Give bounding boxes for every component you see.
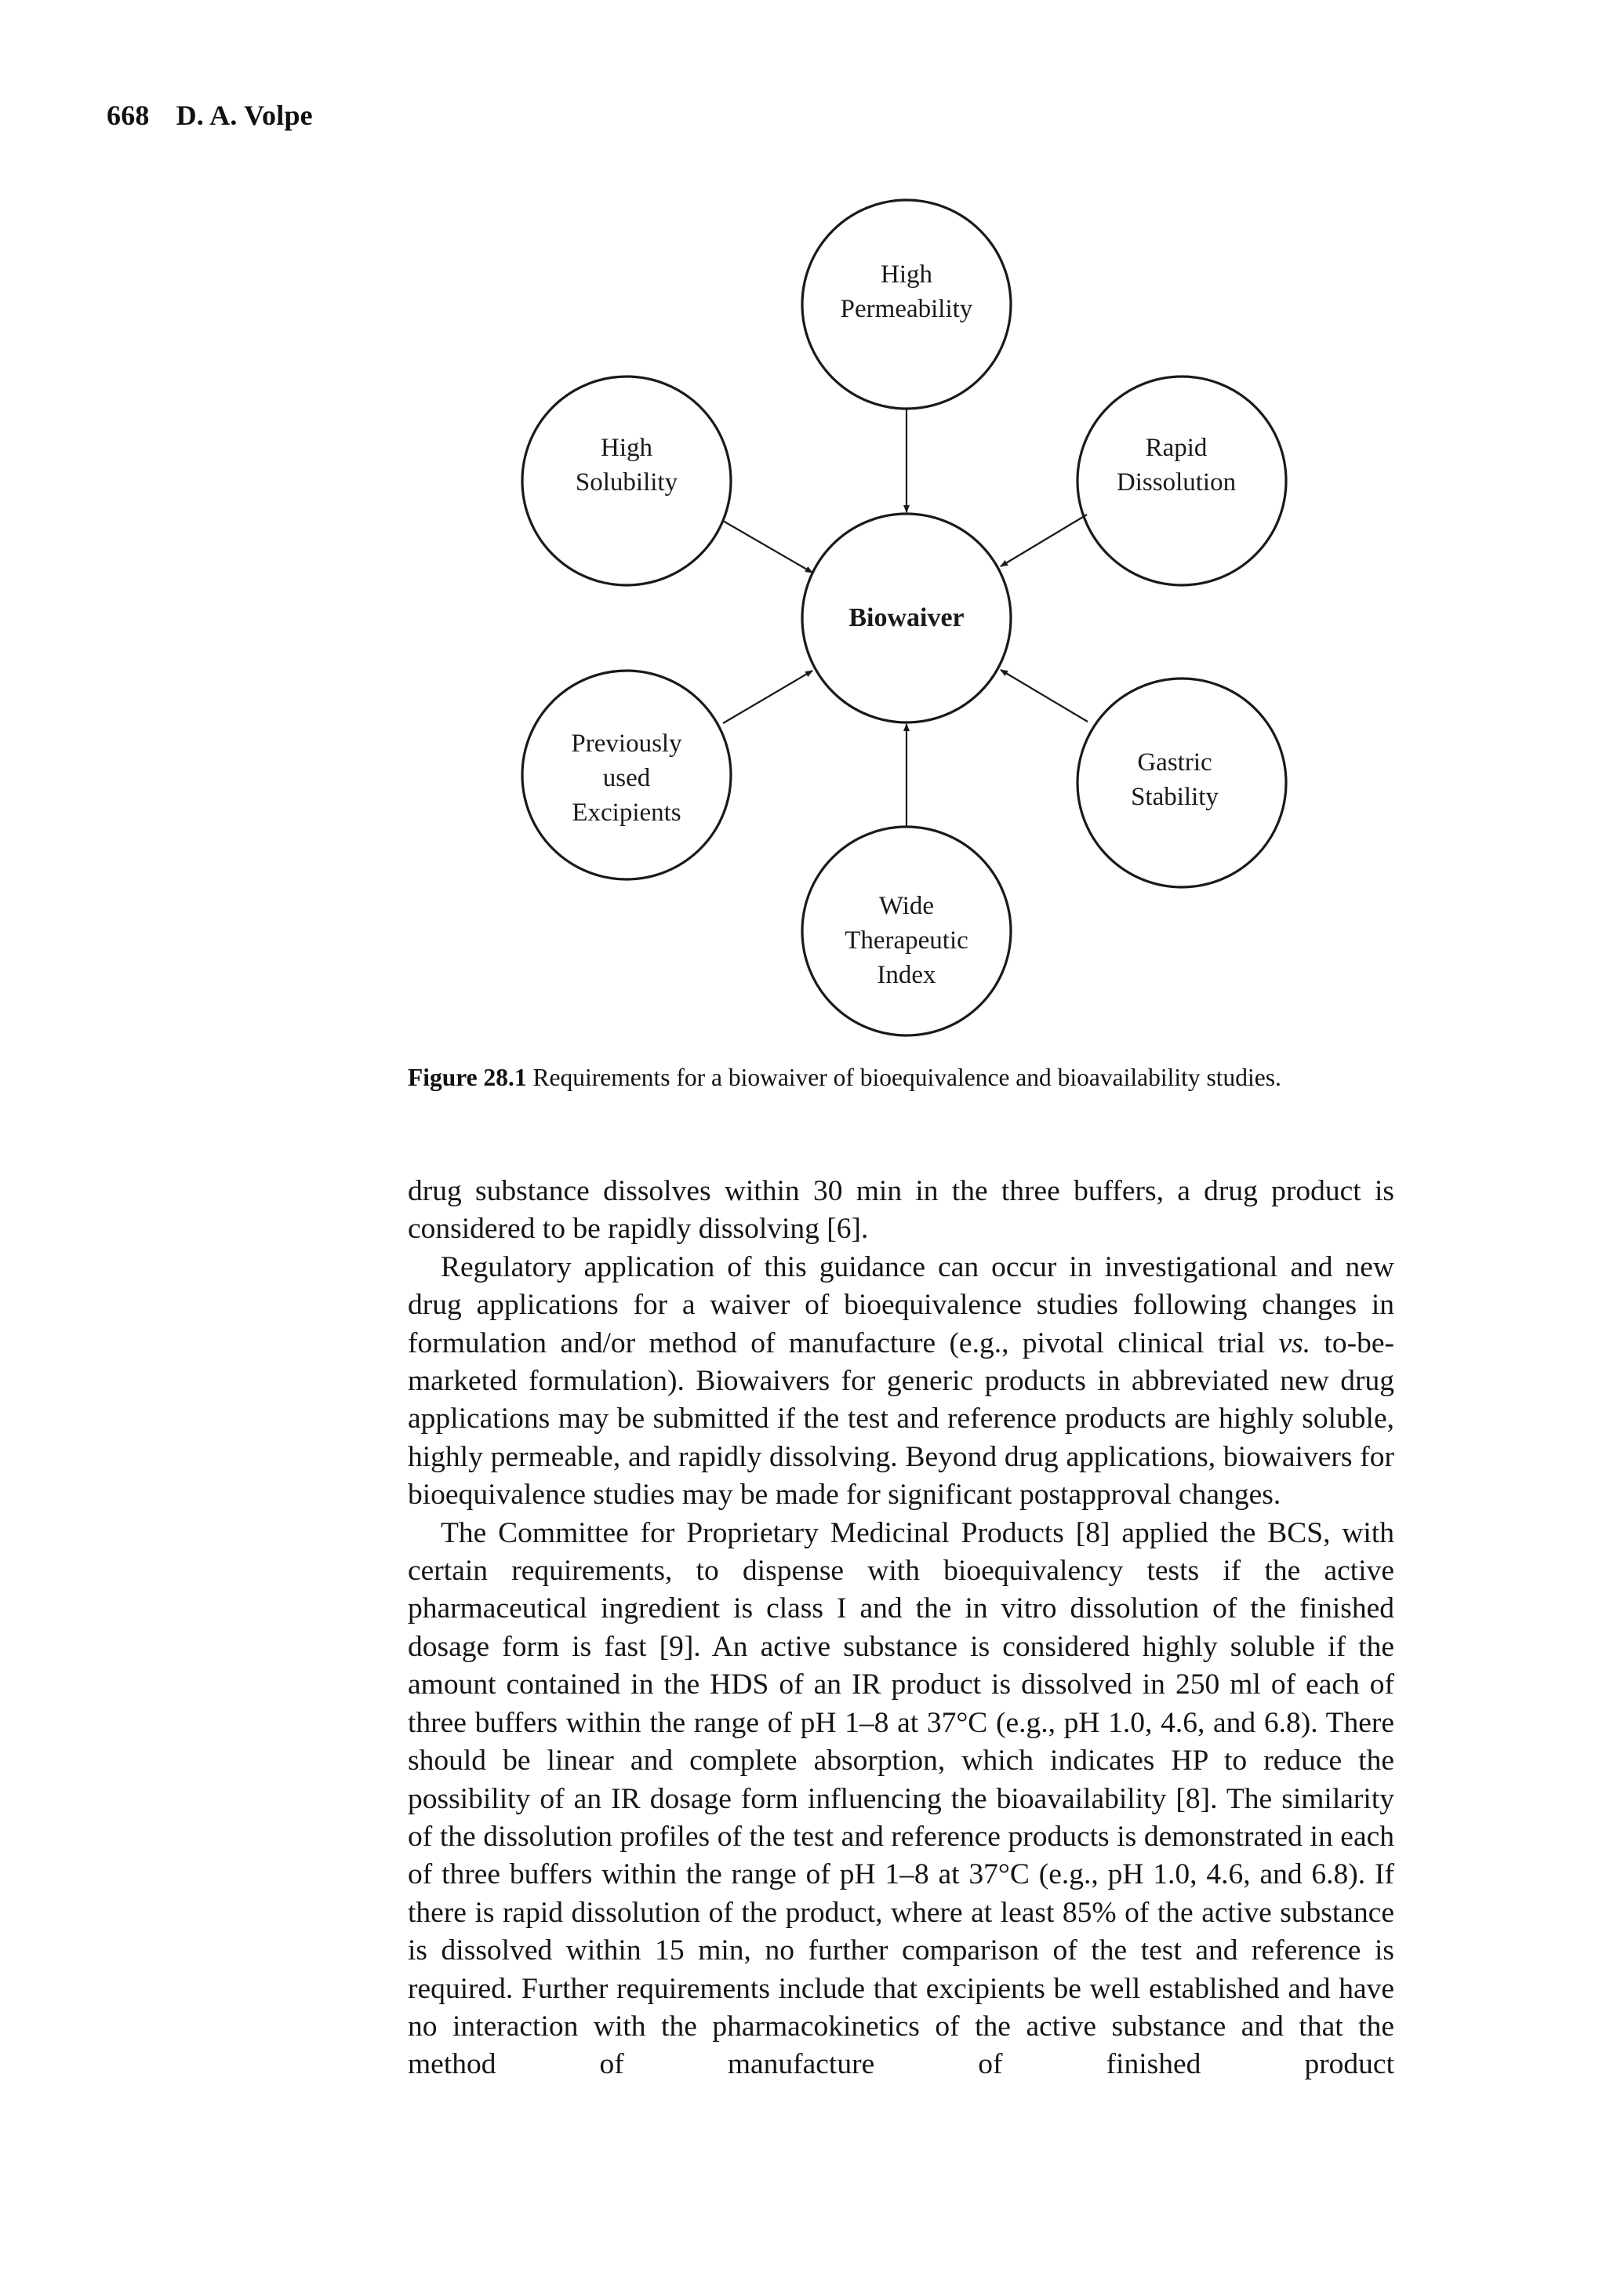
arrow-lower-right (1001, 670, 1088, 722)
node-line: Previously (571, 730, 682, 758)
node-line: Therapeutic (845, 926, 968, 955)
paragraph: The Committee for Proprietary Medicinal Products [8] applied the BCS, with certain requirements, to dispense with bioequivalency tests if the active pharmaceutical ingredient is class I and the in vitro dissolution of the finished dosage form is fast [9]. An active substance is considered highly soluble if the amount contained in the HDS of an IR product is dissolved in 250 ml of each of three buffers within the range of pH 1–8 at 37°C (e.g., pH 1.0, 4.6, and 6.8). There should be linear and complete absorption, which indicates HP to reduce the possibility of an IR dosage form influencing the bioavailability [8]. The similarity of the dissolution profiles of the test and reference products is demonstrated in each of three buffers within the range of pH 1–8 at 37°C (e.g., pH 1.0, 4.6, and 6.8). If there is rapid dissolution of the product, where at least 85% of the active substance is dissolved within 15 min, no further comparison of the test and reference is required. Further requirements include that excipients be well established and have no interaction with the pharmacokinetics of the active substance and that the method of manufacture of finished product (408, 1516, 1394, 2081)
arrow-upper-left (723, 521, 812, 573)
paragraph-text: Regulatory application of this guidance can occur in investigational and new drug applications for a waiver of bioequivalence studies following changes in formulation and/or method of manufacture (e.g., pivotal clinical trial (408, 1250, 1394, 1359)
figure-caption (408, 1063, 1394, 1093)
node-line: used (602, 764, 651, 792)
node-previously-used-excipients (525, 726, 729, 830)
running-head (107, 99, 313, 132)
node-gastric-stability (1073, 745, 1277, 814)
node-line: Rapid (1145, 434, 1208, 462)
node-line: Index (877, 961, 936, 989)
arrow-lower-left (723, 671, 812, 723)
author-name: D. A. Volpe (176, 100, 313, 131)
arrow-upper-right (1001, 515, 1087, 566)
node-high-permeability (805, 257, 1008, 326)
node-line: Wide (878, 892, 935, 920)
node-center-biowaiver: Biowaiver (848, 603, 965, 632)
paragraph: drug substance dissolves within 30 min in the three buffers, a drug product is considered to be rapidly dissolving [6]. (408, 1175, 1394, 1246)
node-line: Solubility (575, 468, 678, 497)
node-line: Permeability (840, 295, 973, 323)
italic-text: vs. (1278, 1326, 1311, 1359)
node-line: High (601, 434, 652, 462)
caption-label: Figure 28.1 (408, 1064, 527, 1091)
node-rapid-dissolution (1074, 431, 1278, 500)
node-wide-therapeutic-index (805, 889, 1008, 992)
node-high-solubility (525, 431, 729, 500)
node-line: Dissolution (1116, 468, 1237, 497)
paragraph (408, 1249, 1394, 1515)
node-line: Stability (1131, 783, 1219, 811)
paragraph-text: to-be-marketed formulation). Biowaivers for generic products in abbreviated new drug applications may be submitted if the test and reference products are highly soluble, highly permeable, and rapidly dissolving. Beyond drug applications, biowaivers for bioequivalence studies may be made for significant postapproval changes. (408, 1326, 1394, 1512)
biowaiver-diagram (471, 188, 1349, 1051)
node-line: Excipients (572, 799, 681, 827)
node-line: Gastric (1137, 748, 1212, 777)
body-text (408, 1173, 1394, 2084)
node-line: High (881, 260, 932, 289)
page-number: 668 (107, 100, 150, 131)
caption-text: Requirements for a biowaiver of bioequivalence and bioavailability studies. (532, 1064, 1281, 1091)
